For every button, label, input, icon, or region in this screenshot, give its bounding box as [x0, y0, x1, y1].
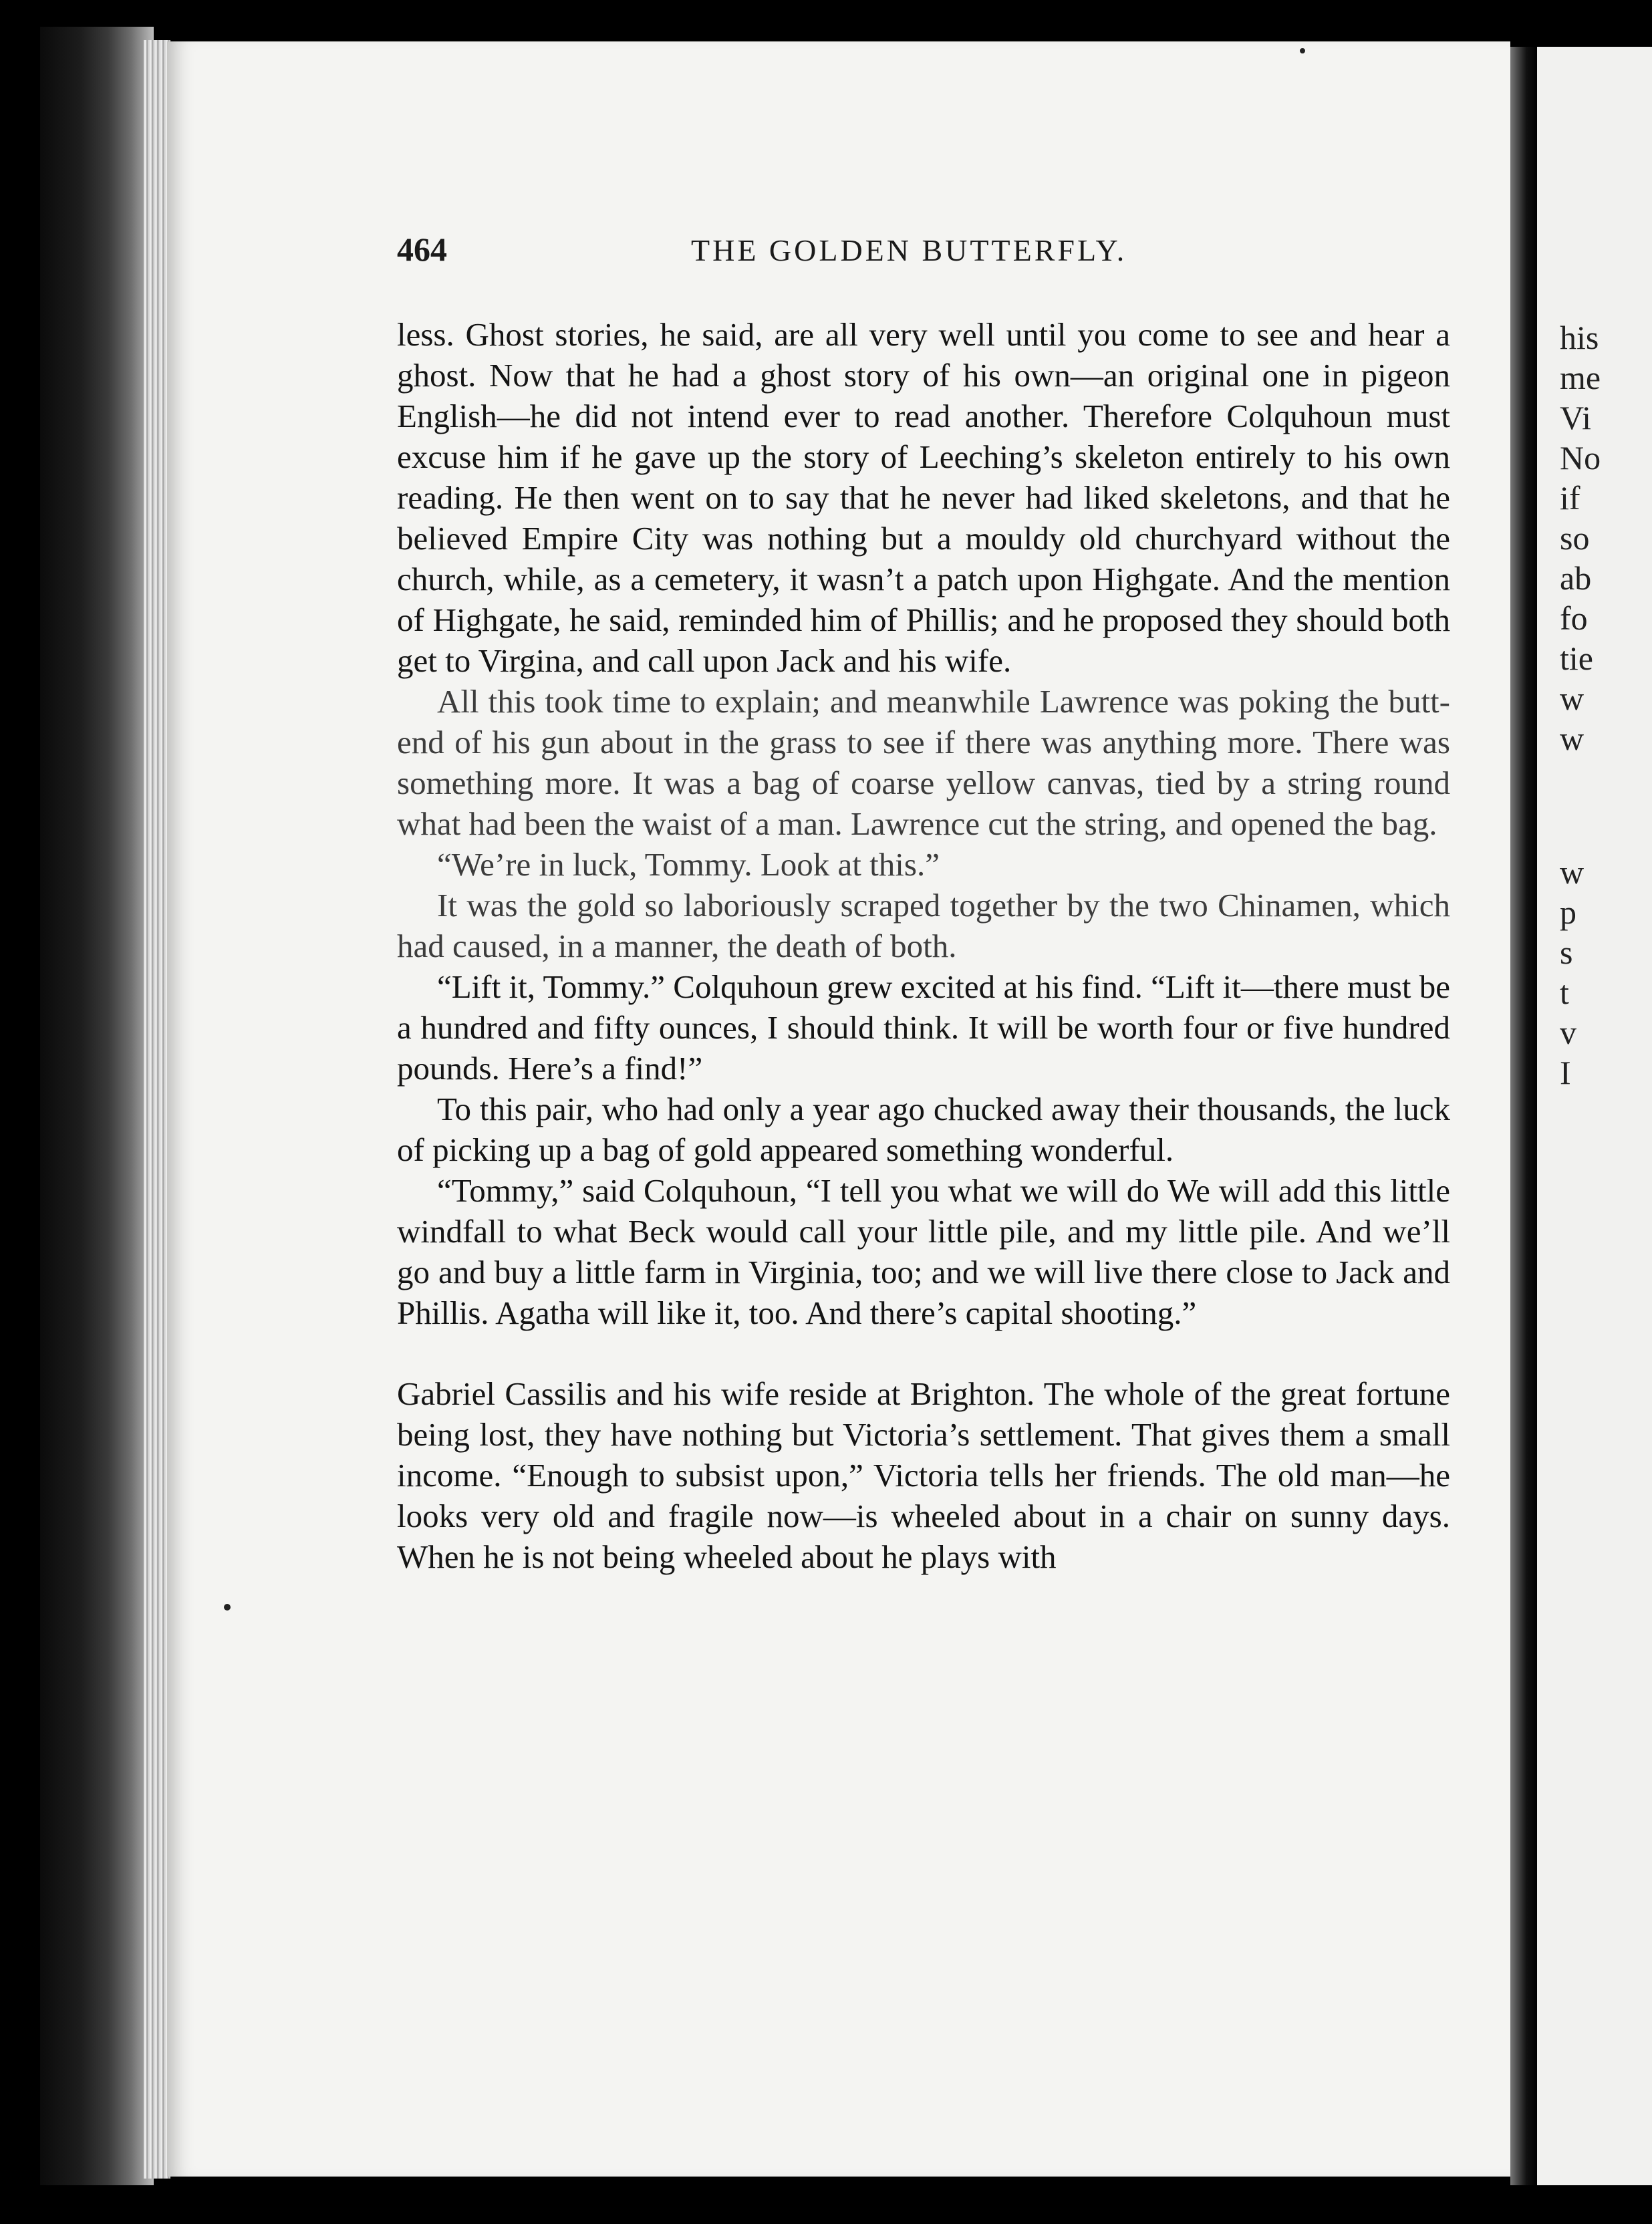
paragraph: less. Ghost stories, he said, are all very well until you come to see and hear a ghost. Now that he had a ghost story of his own—an original one in pigeon English—he did not intend ever to read another. Therefore Colquhoun must excuse him if he gave up the story of Leeching’s skeleton entirely to his own reading. He then went on to say that he never had liked skeletons, and that he believed Empire City was nothing but a mouldy old churchyard without the church, while, as a cemetery, it wasn’t a patch upon Highgate. And the mention of Highgate, he said, reminded him of Phillis; and he proposed they should both get to Virgina, and call upon Jack and his wife. [397, 316, 1450, 679]
facing-page [1537, 47, 1652, 2185]
page-stack-edge [144, 40, 170, 2179]
facing-page-fragment: me [1560, 359, 1601, 396]
facing-page-fragment: his [1560, 319, 1599, 356]
scan-speck [224, 1604, 231, 1611]
facing-page-fragment: ab [1560, 559, 1592, 597]
paragraph: “We’re in luck, Tommy. Look at this.” [437, 846, 940, 883]
paragraph: To this pair, who had only a year ago chucked away their thousands, the luck of picking up a bag of gold appeared something wonderful. [397, 1091, 1450, 1168]
facing-page-fragment: fo [1560, 599, 1588, 637]
page-body [397, 314, 1450, 1577]
page-number: 464 [397, 231, 447, 268]
facing-page-fragment: No [1560, 439, 1601, 476]
paragraph: “Tommy,” said Colquhoun, “I tell you what we will do We will add this little windfall to what Beck would call your little pile, and my little pile. And we’ll go and buy a little farm in Virginia, too; and we will live there close to Jack and Phillis. Agatha will like it, too. And there’s capital shooting.” [397, 1172, 1450, 1331]
section-break [397, 1333, 1450, 1373]
facing-page-fragment: v [1560, 1014, 1576, 1051]
paragraph: All this took time to explain; and meanwhile Lawrence was poking the butt-end of his gun about in the grass to see if there was anything more. There was something more. It was a bag of coarse yellow canvas, tied by a string round what had been the waist of a man. Lawrence cut the string, and opened the bag. [397, 683, 1450, 842]
facing-page-fragment: Vi [1560, 399, 1591, 436]
facing-page-fragment: t [1560, 974, 1569, 1011]
paragraph: Gabriel Cassilis and his wife reside at Brighton. The whole of the great fortune being lost, they have nothing but Victoria’s settlement. That gives them a small income. “Enough to subsist upon,” Victoria tells her friends. The old man—he looks very old and fragile now—is wheeled about in a chair on sunny days. When he is not being wheeled about he plays with [397, 1375, 1450, 1575]
paragraph: “Lift it, Tommy.” Colquhoun grew excited at his find. “Lift it—there must be a hundred and fifty ounces, I should think. It will be worth four or five hundred pounds. Here’s a find!” [397, 968, 1450, 1087]
facing-page-fragment: w [1560, 853, 1585, 891]
facing-page-fragment: w [1560, 720, 1585, 757]
facing-page-fragment: if [1560, 479, 1580, 517]
book-gutter [1510, 47, 1537, 2185]
page-header [397, 230, 1450, 277]
facing-page-fragment: tie [1560, 640, 1593, 677]
facing-page-fragment: I [1560, 1054, 1571, 1091]
scan-speck [1300, 48, 1305, 53]
paragraph: It was the gold so laboriously scraped together by the two Chinamen, which had caused, in a manner, the death of both. [397, 887, 1450, 964]
running-title: THE GOLDEN BUTTERFLY. [691, 233, 1127, 267]
facing-page-fragment: s [1560, 934, 1573, 971]
facing-page-fragment: w [1560, 680, 1585, 717]
facing-page-fragment: so [1560, 519, 1590, 557]
facing-page-fragment: p [1560, 893, 1576, 931]
book-spine-edge [40, 27, 154, 2185]
